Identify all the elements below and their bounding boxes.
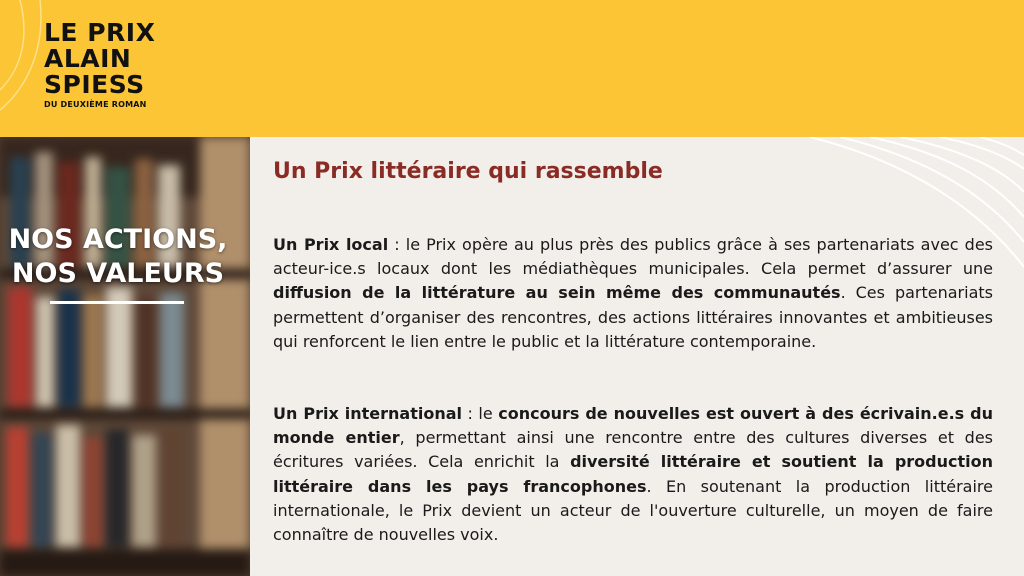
international-text-1: : le (462, 404, 499, 423)
local-text-2: . Ces partenariats permettent d’organiser des rencontres, des actions littéraires innovantes et ambitieuses qui renforcent le lien entre le public et la littérature contemporaine. (273, 283, 993, 351)
international-text-2: , permettant ainsi une rencontre entre des cultures diverses et des écritures variées. Cela enrichit la (273, 428, 994, 472)
local-paragraph (273, 233, 993, 354)
section-title-line-2: NOS VALEURS (11, 258, 225, 289)
international-bold-1: concours de nouvelles est ouvert à des écrivain.e.s du monde entier (273, 404, 993, 448)
logo-line-3: SPIESS (44, 70, 145, 99)
international-paragraph (273, 402, 993, 547)
section-title (8, 223, 228, 291)
international-text-3: . En soutenant la production littéraire internationale, le Prix devient un acteur de l'ouverture culturelle, un moyen de faire connaître de nouvelles voix. (273, 476, 993, 545)
main-heading: Un Prix littéraire qui rassemble (273, 159, 663, 184)
logo-subtitle: DU DEUXIÈME ROMAN (44, 100, 147, 109)
local-label: Un Prix local (273, 235, 389, 254)
local-bold-1: diffusion de la littérature au sein même des communautés (273, 283, 841, 303)
logo-line-2: ALAIN (44, 44, 132, 73)
prize-logo (44, 20, 155, 110)
local-text-1: : le Prix opère au plus près des publics grâce à ses partenariats avec des acteur-ice.s locaux dont les médiathèques municipales. Cela permet d’assurer une (273, 235, 994, 279)
international-label: Un Prix international (273, 404, 463, 423)
top-banner (0, 0, 1024, 137)
logo-line-1: LE PRIX (44, 18, 156, 47)
title-underline (50, 301, 184, 304)
section-title-line-1: NOS ACTIONS, (8, 224, 228, 255)
bookshelf-photo (0, 137, 250, 576)
international-bold-2: diversité littéraire et soutient la production littéraire dans les pays francophones (273, 452, 994, 496)
